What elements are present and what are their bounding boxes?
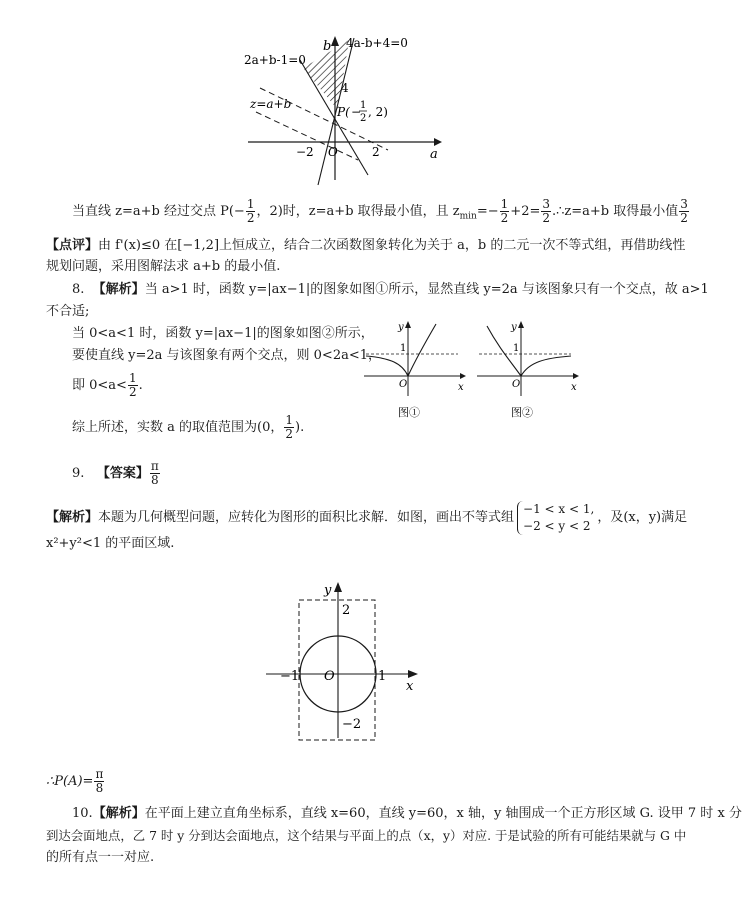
figure-9-square-circle: [262, 578, 422, 748]
q8-line-6: 综上所述，实数 a 的取值范围为(0， $\frac{1}{2}$ ).: [72, 413, 305, 441]
q8-line-1: 8. 【解析】当 a>1 时，函数 y=|ax−1|的图象如图①所示，显然直线 y=2a 与该图象只有一个交点，故 a>1: [72, 282, 709, 297]
q8-line-2: 不合适;: [46, 304, 90, 319]
point-p-minus: −: [351, 105, 362, 119]
fig1-caption: 图①: [398, 406, 420, 419]
svg-text:O: O: [324, 669, 335, 684]
comment-line-1: 【点评】由 f'(x)≤0 在[−1,2]上恒成立，结合二次函数图象转化为关于 a，b 的二元一次不等式组，再借助线性: [46, 238, 686, 253]
comment-tag: 【点评】: [46, 238, 99, 253]
q10-line-3: 的所有点一一对应.: [46, 850, 155, 865]
point-p-suffix: , 2): [368, 105, 388, 119]
svg-text:−1: −1: [280, 669, 300, 684]
curve-fig2: [487, 326, 571, 376]
q10-tag: 【解析】: [92, 806, 145, 821]
q9-analysis-line-2: x²+y²<1 的平面区域.: [46, 536, 175, 551]
q9-answer-line: [72, 460, 618, 487]
point-p-den: 2: [360, 113, 367, 124]
svg-text:x: x: [571, 382, 577, 393]
dashed-square: [299, 600, 375, 740]
tick-a-2: 2: [372, 145, 380, 159]
q10-number: 10.: [72, 806, 93, 821]
line1-label: 4a-b+4=0: [346, 36, 408, 50]
b-axis-label: b: [323, 39, 332, 54]
comment-line-2: 规划问题，采用图解法求 a+b 的最小值.: [46, 259, 281, 274]
q9-number: 9.: [72, 466, 85, 481]
origin-label: O: [328, 145, 338, 159]
q8-line-4: 要使直线 y=2a 与该图象有两个交点，则 0<2a<1，: [72, 348, 382, 363]
svg-text:2: 2: [342, 603, 351, 618]
q9-answer-value: $\frac{\pi}{8}$: [150, 459, 159, 487]
min-value-paragraph: 当直线 z=a+b 经过交点 P(− $\frac{1}{2}$ ，2)时，z=a+b 取得最小值，且 $z_{min}=-$ $\frac{1}{2}$ +2= $\frac{3}{2}$ .∴z=a+b 取得最小值 $\frac{3}{2}$: [72, 197, 688, 225]
svg-text:y: y: [398, 322, 404, 333]
q10-line-1: 10.【解析】在平面上建立直角坐标系，直线 x=60，直线 y=60，x 轴，y 轴围成一个正方形区域 G. 设甲 7 时 x 分: [72, 806, 742, 821]
figure-8-2: [473, 318, 583, 423]
svg-text:O: O: [399, 379, 408, 390]
q10-line-2: 到达会面地点，乙 7 时 y 分到达会面地点，这个结果与平面上的点（x，y）对应. 于是试验的所有可能结果就与 G 中: [46, 828, 687, 843]
svg-text:1: 1: [400, 343, 407, 354]
fraction: $\frac{1}{2}$: [246, 197, 255, 225]
svg-text:y: y: [324, 583, 332, 598]
q8-line-5: 即 0<a< $\frac{1}{2}$ .: [72, 371, 143, 399]
figure-linear-programming: [238, 30, 448, 190]
q9-answer-tag: 【答案】: [96, 466, 149, 481]
svg-text:1: 1: [378, 669, 387, 684]
svg-text:−2: −2: [342, 717, 362, 732]
point-p-num: 1: [360, 100, 367, 111]
a-axis-label: a: [430, 147, 438, 162]
svg-text:O: O: [512, 379, 521, 390]
q9-analysis-tag: 【解析】: [46, 510, 99, 525]
figure-8-1: [360, 318, 470, 423]
line2-label: 2a+b-1=0: [244, 53, 306, 67]
tick-a-neg2: −2: [296, 145, 314, 159]
point-p-prefix: P(: [337, 105, 350, 119]
q8-tag: 【解析】: [92, 282, 145, 297]
svg-text:y: y: [511, 322, 517, 333]
tick-b4: 4: [341, 81, 349, 95]
svg-text:1: 1: [513, 343, 520, 354]
fig2-caption: 图②: [511, 406, 533, 419]
objective-label: z=a+b: [250, 97, 292, 111]
svg-text:x: x: [458, 382, 464, 393]
q9-conclusion: ∴P(A)= $\frac{\pi}{8}$: [46, 767, 104, 795]
inequality-system: −1 < x < 1, −2 < y < 2: [517, 501, 594, 535]
svg-text:x: x: [406, 679, 414, 694]
q8-number: 8.: [72, 282, 85, 297]
q9-analysis-line-1: 【解析】本题为几何概型问题，应转化为图形的面积比求解．如图，画出不等式组 −1 < x < 1, −2 < y < 2 ，及(x，y)满足: [46, 501, 688, 533]
q8-line-3: 当 0<a<1 时，函数 y=|ax−1|的图象如图②所示，: [72, 326, 374, 341]
